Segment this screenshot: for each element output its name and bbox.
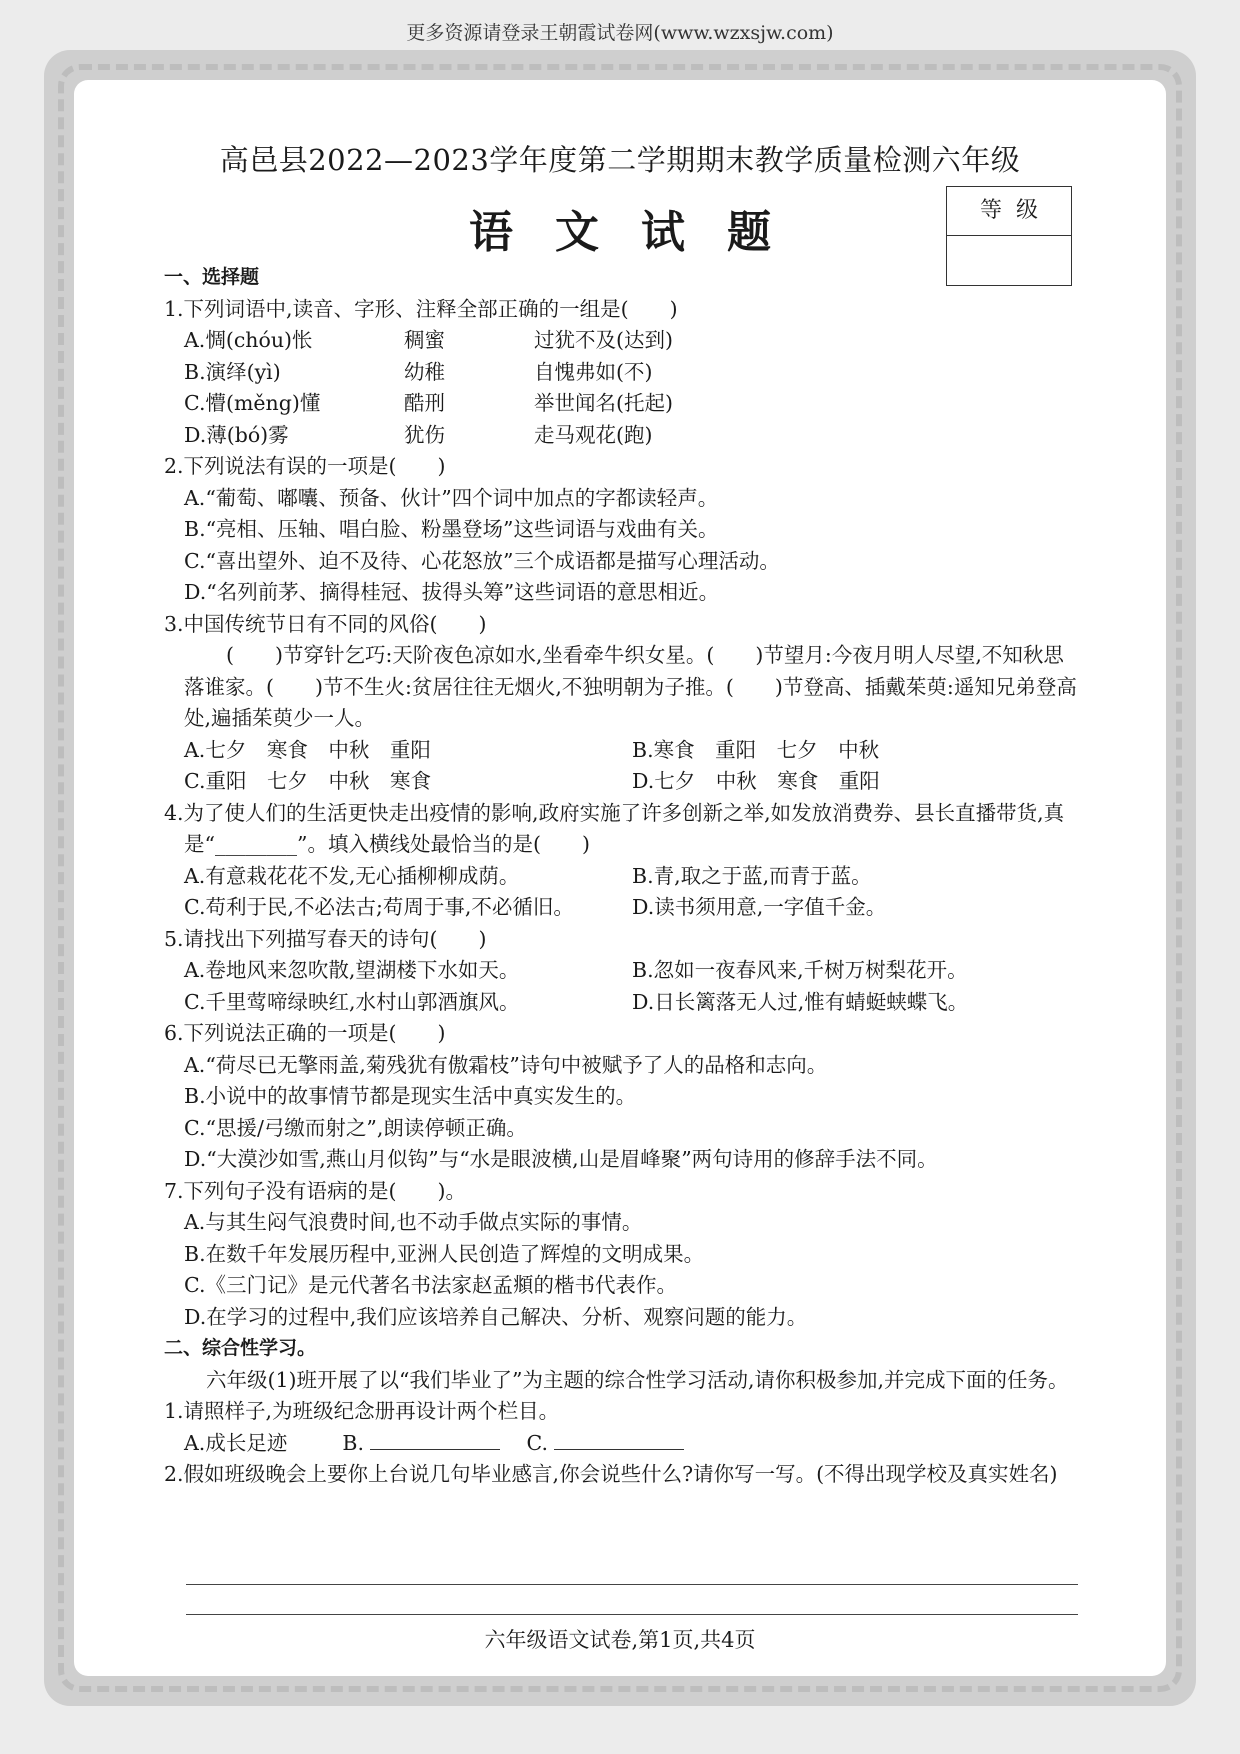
q4-option-b: B.青,取之于蓝,而青于蓝。 (632, 863, 872, 888)
q1-option-row (164, 357, 1080, 389)
grade-label: 等级 (947, 187, 1071, 236)
s2-q1-example: A.成长足迹 (184, 1430, 288, 1455)
question-3-stem: 3.中国传统节日有不同的风俗( ) (164, 611, 487, 636)
q3-option-c: C.重阳 七夕 中秋 寒食 (184, 769, 431, 793)
q3-option-row (164, 735, 1080, 767)
s2-q1-b-label: B. (342, 1430, 364, 1455)
exam-subtitle: 高邑县2022—2023学年度第二学期期末教学质量检测六年级 (219, 143, 1021, 177)
q5-option-a: A.卷地风来忽吹散,望湖楼下水如天。 (184, 958, 520, 982)
q1-d-word2: 犹伤 (404, 422, 445, 447)
q5-option-row (164, 955, 1080, 987)
q1-option-row (164, 420, 1080, 452)
s2-question-2-stem: 2.假如班级晚会上要你上台说几句毕业感言,你会说些什么?请你写一写。(不得出现学校及真实姓名) (164, 1462, 1058, 1486)
q1-c-word1: C.懵(měng)懂 (184, 391, 321, 415)
exam-content (164, 262, 1080, 1491)
q4-option-row (164, 892, 1080, 924)
q5-option-c: C.千里莺啼绿映红,水村山郭酒旗风。 (184, 989, 520, 1014)
source-note: 更多资源请登录王朝霞试卷网(www.wzxsjw.com) (406, 22, 834, 44)
q1-d-word1: D.薄(bó)雾 (184, 422, 289, 447)
s2-q1-b-blank[interactable] (370, 1429, 500, 1450)
q1-a-word1: A.惆(chóu)怅 (184, 328, 313, 352)
q2-option-b: B.“亮相、压轴、唱白脸、粉墨登场”这些词语与戏曲有关。 (184, 517, 719, 541)
q3-option-a: A.七夕 寒食 中秋 重阳 (184, 737, 431, 762)
answer-line[interactable] (186, 1584, 1078, 1585)
question-5-stem: 5.请找出下列描写春天的诗句( ) (164, 926, 487, 951)
q1-b-word2: 幼稚 (404, 359, 445, 384)
section-heading-comprehensive: 二、综合性学习。 (164, 1337, 317, 1359)
q5-option-d: D.日长篱落无人过,惟有蜻蜓蛱蝶飞。 (632, 989, 969, 1014)
q7-option-a: A.与其生闷气浪费时间,也不动手做点实际的事情。 (184, 1210, 643, 1234)
q6-option-d: D.“大漠沙如雪,燕山月似钩”与“水是眼波横,山是眉峰聚”两句诗用的修辞手法不同。 (184, 1147, 938, 1171)
section-heading-choice: 一、选择题 (164, 266, 260, 288)
s2-q1-c-label: C. (526, 1430, 548, 1455)
q1-d-word3: 走马观花(跑) (534, 422, 653, 447)
q1-a-word3: 过犹不及(达到) (534, 328, 673, 352)
q3-option-row (164, 766, 1080, 798)
q4-option-d: D.读书须用意,一字值千金。 (632, 895, 887, 919)
q2-option-a: A.“葡萄、嘟囔、预备、伙计”四个词中加点的字都读轻声。 (184, 485, 719, 510)
footer-rule (186, 1614, 1078, 1615)
question-1-stem: 1.下列词语中,读音、字形、注释全部正确的一组是( ) (164, 296, 678, 321)
s2-q1-answer-row (164, 1428, 1080, 1460)
q7-option-c: C.《三门记》是元代著名书法家赵孟頫的楷书代表作。 (184, 1273, 677, 1297)
q4-option-c: C.苟利于民,不必法古;苟周于事,不必循旧。 (184, 895, 574, 919)
exam-title: 语文试题 (469, 207, 813, 258)
section2-intro: 六年级(1)班开展了以“我们毕业了”为主题的综合性学习活动,请你积极参加,并完成下面的任务。 (206, 1367, 1069, 1392)
q3-option-b: B.寒食 重阳 七夕 中秋 (632, 737, 880, 762)
q2-option-c: C.“喜出望外、迫不及待、心花怒放”三个成语都是描写心理活动。 (184, 548, 780, 573)
q1-option-row (164, 388, 1080, 420)
s2-question-1-stem: 1.请照样子,为班级纪念册再设计两个栏目。 (164, 1399, 560, 1423)
s2-q1-c-blank[interactable] (554, 1429, 684, 1450)
q4-option-a: A.有意栽花花不发,无心插柳柳成荫。 (184, 863, 520, 888)
q5-option-b: B.忽如一夜春风来,千树万树梨花开。 (632, 958, 968, 982)
q4-option-row (164, 861, 1080, 893)
q1-c-word2: 酷刑 (404, 391, 445, 415)
q1-a-word2: 稠蜜 (404, 328, 445, 352)
page-footer: 六年级语文试卷,第1页,共4页 (484, 1628, 756, 1652)
q3-option-d: D.七夕 中秋 寒食 重阳 (632, 769, 880, 793)
question-2-stem: 2.下列说法有误的一项是( ) (164, 454, 446, 478)
q6-option-a: A.“荷尽已无擎雨盖,菊残犹有傲霜枝”诗句中被赋予了人的品格和志向。 (184, 1052, 828, 1077)
q7-option-b: B.在数千年发展历程中,亚洲人民创造了辉煌的文明成果。 (184, 1241, 705, 1266)
q2-option-d: D.“名列前茅、摘得桂冠、拔得头筹”这些词语的意思相近。 (184, 580, 720, 604)
q7-option-d: D.在学习的过程中,我们应该培养自己解决、分析、观察问题的能力。 (184, 1304, 808, 1329)
q6-option-c: C.“思援/弓缴而射之”,朗读停顿正确。 (184, 1115, 527, 1140)
q3-passage: ( )节穿针乞巧:天阶夜色凉如水,坐看牵牛织女星。( )节望月:今夜月明人尽望,不知秋思落谁家。( )节不生火:贫居往往无烟火,不独明朝为子推。( )节登高、插戴茱萸:遥知兄弟登高处,遍插茱萸少一人。 (184, 643, 1077, 730)
q1-b-word1: B.演绎(yì) (184, 359, 281, 384)
q1-b-word3: 自愧弗如(不) (534, 359, 653, 384)
q6-option-b: B.小说中的故事情节都是现实生活中真实发生的。 (184, 1084, 637, 1108)
q1-c-word3: 举世闻名(托起) (534, 391, 673, 415)
question-4-stem: 4.为了使人们的生活更快走出疫情的影响,政府实施了许多创新之举,如发放消费券、县长直播带货,真是“________”。填入横线处最恰当的是( ) (164, 800, 1065, 856)
question-7-stem: 7.下列句子没有语病的是( )。 (164, 1178, 467, 1203)
q1-option-row (164, 325, 1080, 357)
q5-option-row (164, 987, 1080, 1019)
question-6-stem: 6.下列说法正确的一项是( ) (164, 1021, 446, 1045)
